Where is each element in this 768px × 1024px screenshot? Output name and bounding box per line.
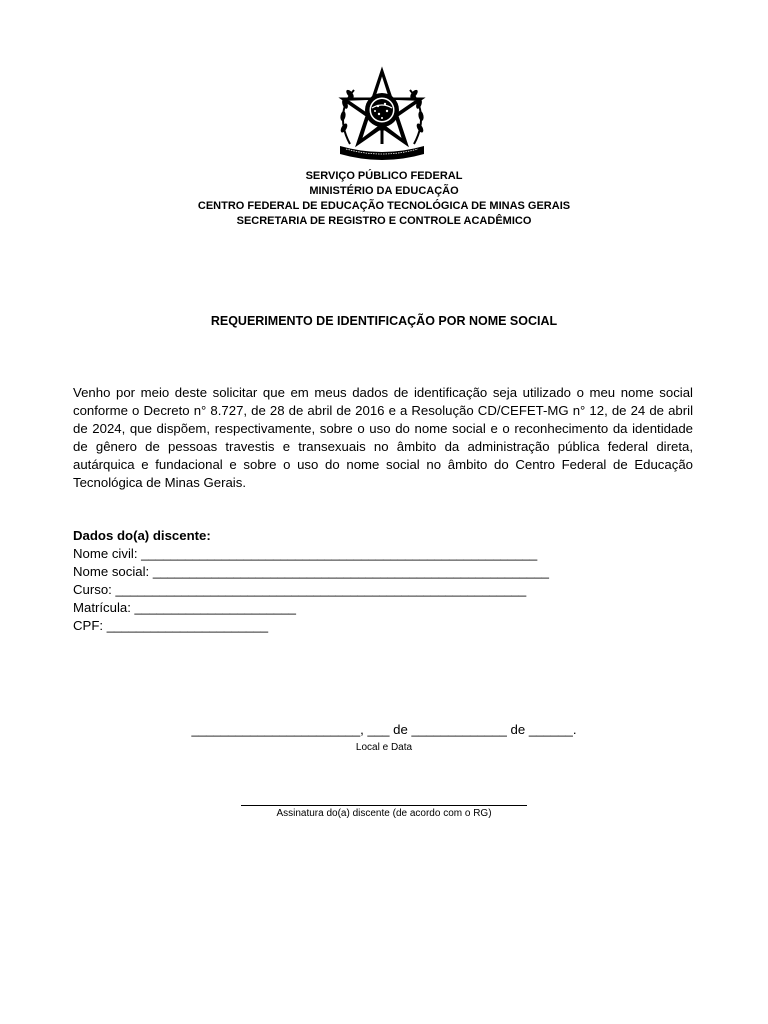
document-title: REQUERIMENTO DE IDENTIFICAÇÃO POR NOME SOCIAL — [210, 314, 558, 328]
student-data-heading: Dados do(a) discente: — [73, 528, 211, 543]
field-cpf: CPF: ______________________ — [73, 618, 269, 633]
field-matricula: Matrícula: ______________________ — [73, 600, 296, 615]
signature-line — [241, 805, 527, 806]
field-nome-civil: Nome civil: ______________________________________________________ — [73, 546, 538, 561]
header-line-institution: CENTRO FEDERAL DE EDUCAÇÃO TECNOLÓGICA DE MINAS GERAIS — [197, 200, 571, 212]
brazil-coat-of-arms-icon — [332, 66, 432, 162]
place-date-caption: Local e Data — [355, 742, 413, 753]
request-paragraph: Venho por meio deste solicitar que em meus dados de identificação seja utilizado o meu nome social conforme o Decreto n° 8.727, de 28 de abril de 2016 e a Resolução CD/CEFET-MG n° 12, de 24 de abril de 2024, que dispõem, respectivamente, sobre o uso do nome social e o reconhecimento da identidade de gênero de pessoas travestis e transexuais no âmbito da administração pública federal direta, autárquica e fundacional e sobre o uso do nome social no âmbito do Centro Federal de Educação Tecnológica de Minas Gerais. — [73, 385, 693, 490]
field-curso: Curso: ________________________________________________________ — [73, 582, 527, 597]
place-date-line: _______________________, ___ de _____________ de ______. — [191, 722, 577, 737]
student-data-section — [73, 527, 693, 635]
institution-header — [0, 169, 768, 229]
signature-caption: Assinatura do(a) discente (de acordo com o RG) — [276, 808, 492, 819]
header-line-ministry: MINISTÉRIO DA EDUCAÇÃO — [309, 185, 459, 197]
header-line-department: SECRETARIA DE REGISTRO E CONTROLE ACADÊMICO — [236, 215, 532, 227]
field-nome-social: Nome social: ______________________________________________________ — [73, 564, 549, 579]
header-line-service: SERVIÇO PÚBLICO FEDERAL — [305, 170, 463, 182]
